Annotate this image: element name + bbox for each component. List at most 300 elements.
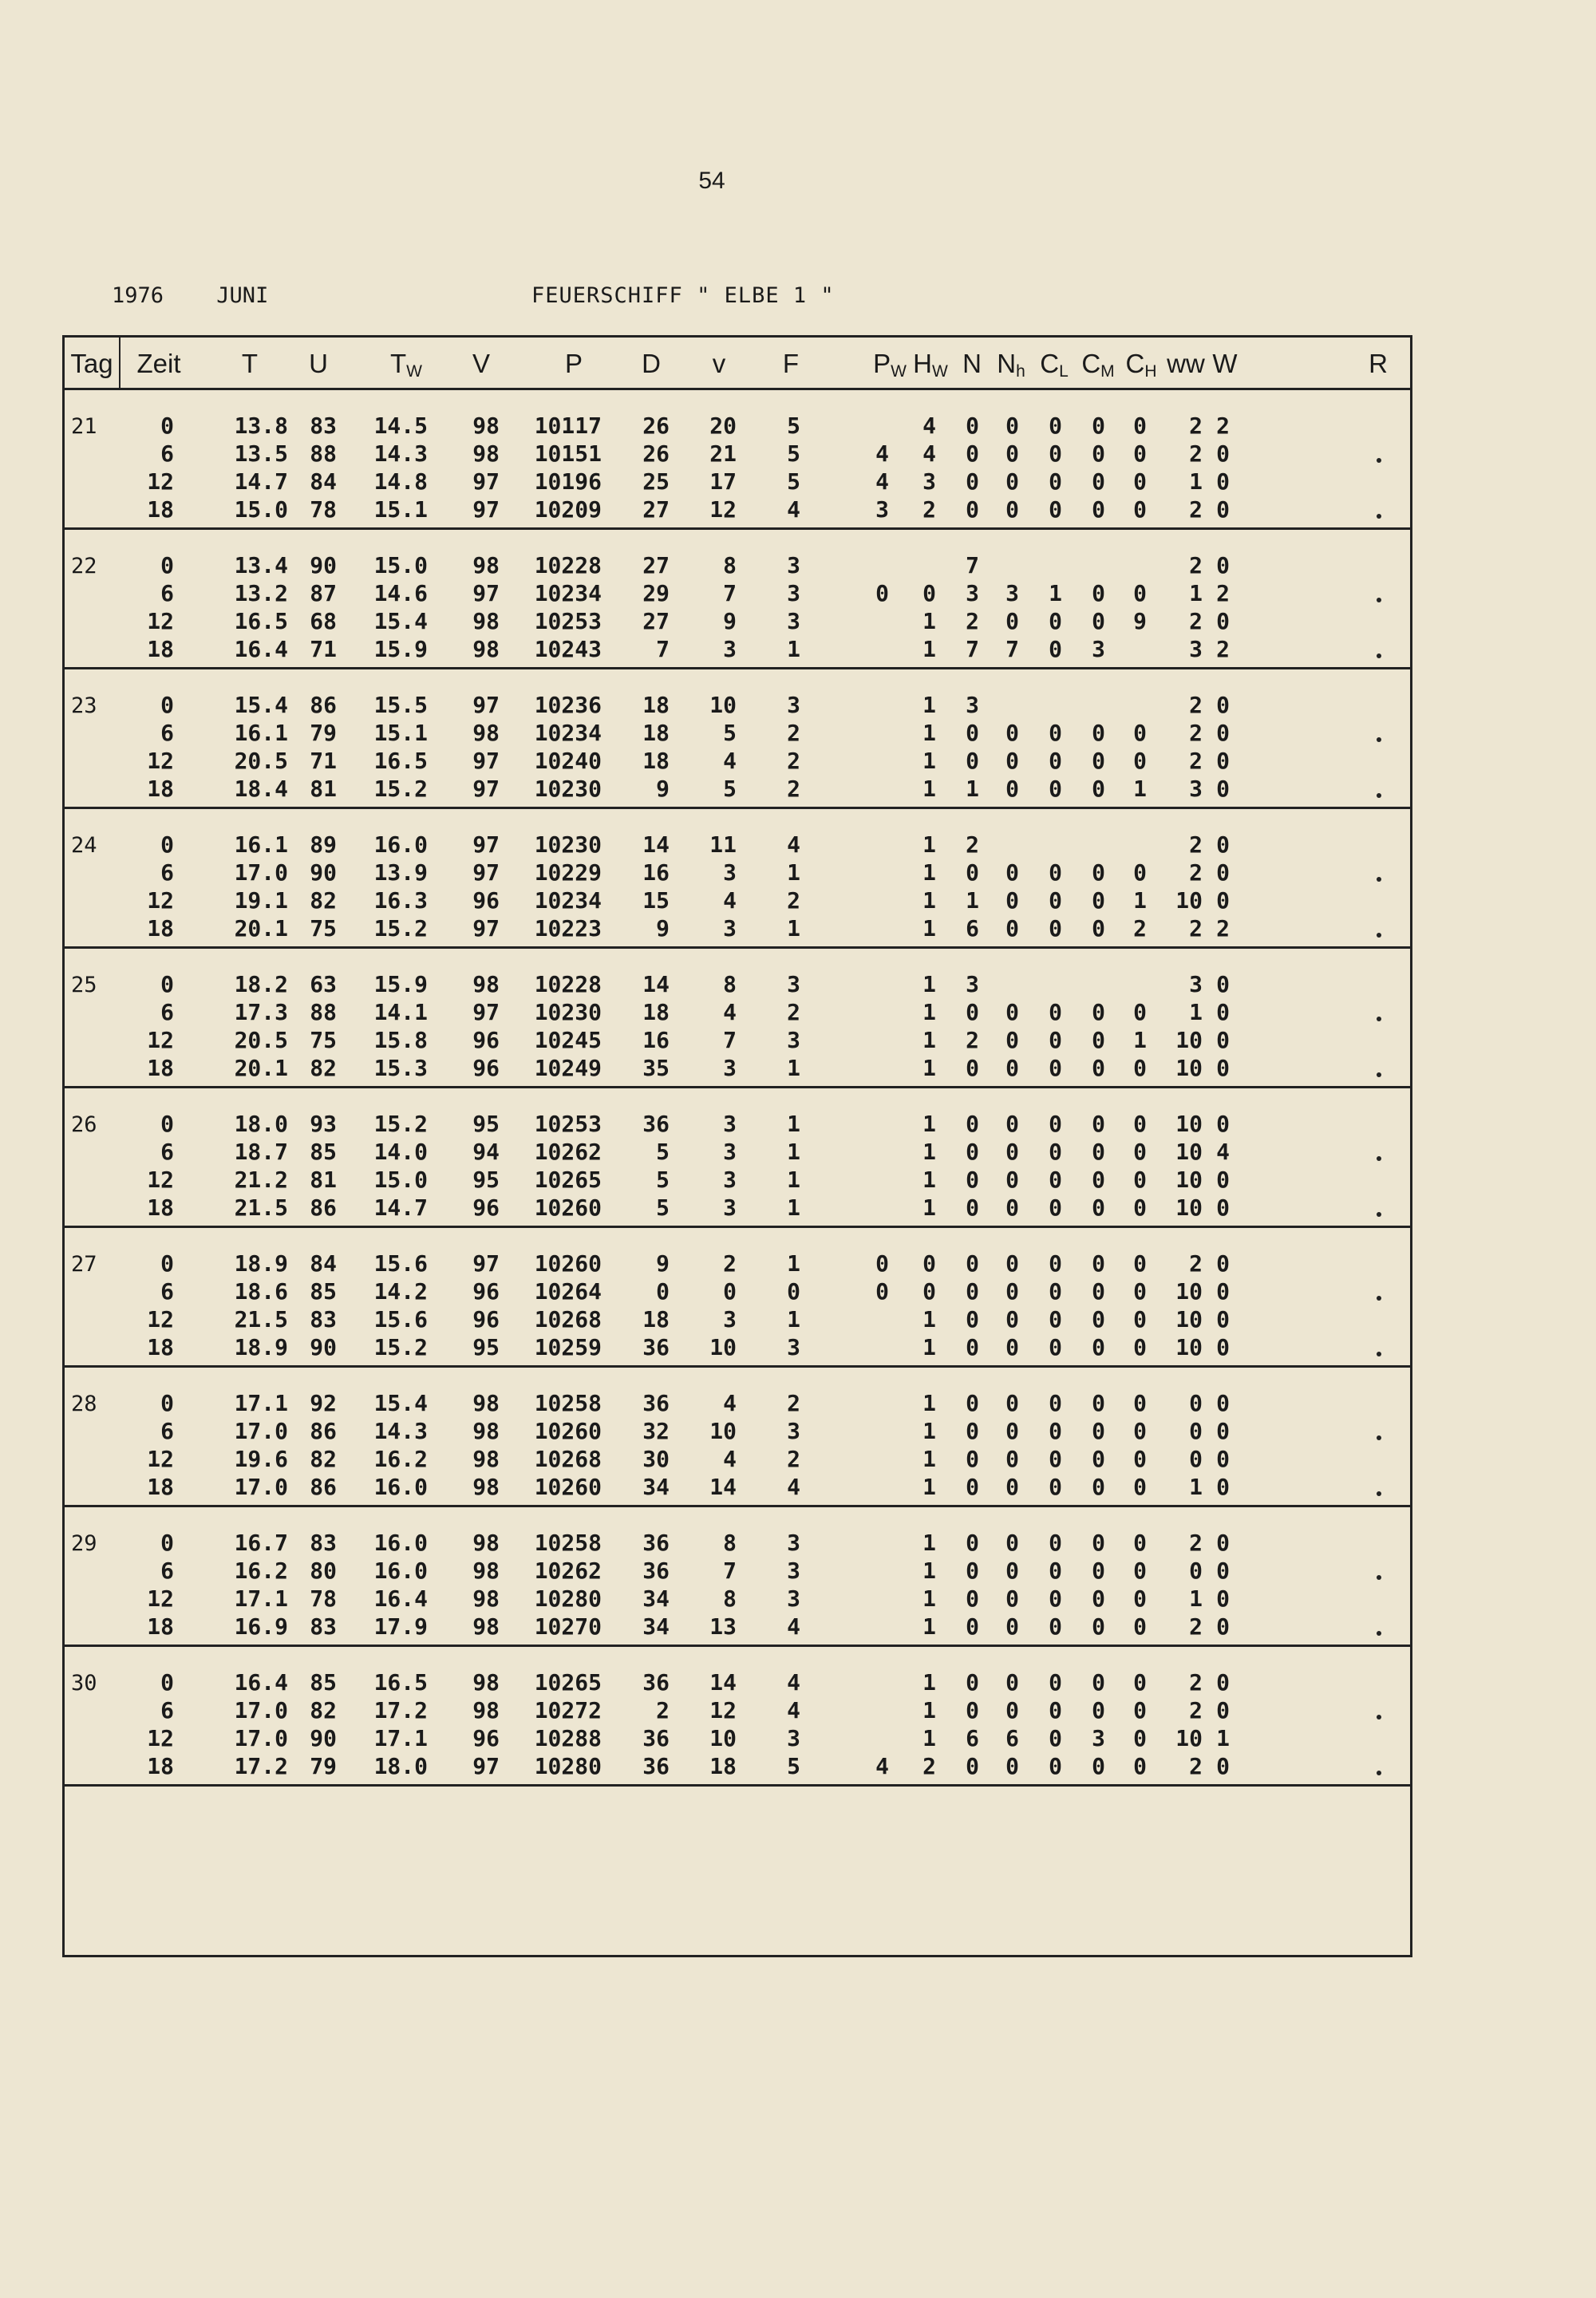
cell-hw: 4: [922, 440, 936, 467]
cell-ch: 0: [1133, 1055, 1147, 1081]
table-row: [65, 1027, 1410, 1055]
cell-f: 5: [787, 1753, 800, 1779]
cell-nh: 0: [1005, 1390, 1019, 1416]
cell-ww: 3: [1189, 636, 1203, 662]
table-row: [65, 1194, 1410, 1222]
cell-f: 2: [787, 887, 800, 914]
cell-n: 0: [966, 1334, 979, 1360]
cell-ch: 0: [1133, 1474, 1147, 1500]
day-label: 24: [71, 833, 97, 858]
cell-hw: 1: [922, 608, 936, 634]
cell-zeit: 6: [160, 1278, 174, 1305]
table-row: [65, 859, 1410, 887]
cell-zeit: 12: [147, 1027, 174, 1053]
table-row: [65, 1558, 1410, 1585]
cell-d: 36: [642, 1669, 670, 1696]
cell-ch: 0: [1133, 748, 1147, 774]
cell-p: 10260: [534, 1250, 602, 1277]
cell-t: 16.7: [234, 1530, 288, 1556]
precipitation-dot: [1377, 1715, 1381, 1720]
cell-v: 98: [472, 1474, 500, 1500]
cell-n: 0: [966, 413, 979, 439]
cell-w: 0: [1216, 776, 1230, 802]
cell-n: 3: [966, 971, 979, 997]
cell-u: 63: [310, 971, 337, 997]
cell-zeit: 18: [147, 1055, 174, 1081]
cell-cm: 0: [1092, 496, 1105, 523]
cell-ww: 1: [1189, 1585, 1203, 1612]
cell-n: 0: [966, 1585, 979, 1612]
cell-tw: 16.2: [373, 1446, 428, 1472]
cell-cm: 0: [1092, 1167, 1105, 1193]
cell-p: 10262: [534, 1139, 602, 1165]
cell-v: 98: [472, 552, 500, 578]
cell-cl: 0: [1049, 608, 1062, 634]
cell-nh: 0: [1005, 1194, 1019, 1221]
cell-v: 3: [723, 915, 737, 942]
cell-pw: 4: [875, 1753, 889, 1779]
cell-ch: 0: [1133, 1558, 1147, 1584]
cell-nh: 0: [1005, 496, 1019, 523]
cell-ww: 2: [1189, 440, 1203, 467]
cell-cm: 0: [1092, 1585, 1105, 1612]
cell-v: 97: [472, 999, 500, 1025]
cell-nh: 6: [1005, 1725, 1019, 1751]
cell-hw: 1: [922, 887, 936, 914]
cell-d: 9: [656, 915, 670, 942]
cell-tw: 15.2: [373, 776, 428, 802]
cell-n: 0: [966, 1474, 979, 1500]
cell-zeit: 12: [147, 1167, 174, 1193]
table-row: [65, 1530, 1410, 1558]
cell-ww: 1: [1189, 999, 1203, 1025]
cell-u: 85: [310, 1669, 337, 1696]
cell-f: 2: [787, 1390, 800, 1416]
cell-tw: 15.0: [373, 1167, 428, 1193]
cell-p: 10230: [534, 999, 602, 1025]
cell-ww: 10: [1175, 1027, 1203, 1053]
cell-hw: 1: [922, 1194, 936, 1221]
cell-w: 0: [1216, 1278, 1230, 1305]
cell-tw: 16.3: [373, 887, 428, 914]
cell-n: 0: [966, 1446, 979, 1472]
cell-zeit: 0: [160, 831, 174, 858]
cell-cm: 0: [1092, 1250, 1105, 1277]
cell-t: 18.4: [234, 776, 288, 802]
cell-ww: 1: [1189, 468, 1203, 495]
cell-tw: 14.5: [373, 413, 428, 439]
cell-cl: 0: [1049, 468, 1062, 495]
document-title: FEUERSCHIFF " ELBE 1 ": [531, 283, 835, 308]
column-header-v: v: [712, 349, 726, 378]
precipitation-dot: [1377, 1212, 1381, 1217]
cell-ch: 0: [1133, 413, 1147, 439]
cell-ww: 2: [1189, 1530, 1203, 1556]
cell-p: 10234: [534, 720, 602, 746]
cell-hw: 1: [922, 1697, 936, 1724]
cell-nh: 0: [1005, 1055, 1019, 1081]
cell-hw: 1: [922, 1530, 936, 1556]
cell-w: 0: [1216, 608, 1230, 634]
cell-n: 0: [966, 496, 979, 523]
cell-nh: 3: [1005, 580, 1019, 606]
cell-p: 10268: [534, 1306, 602, 1333]
cell-n: 6: [966, 915, 979, 942]
table-row: [65, 1418, 1410, 1446]
cell-cm: 0: [1092, 720, 1105, 746]
cell-d: 14: [642, 971, 670, 997]
cell-cl: 0: [1049, 1613, 1062, 1640]
column-header-tw: $T_W$: [390, 349, 422, 381]
cell-pw: 4: [875, 468, 889, 495]
cell-d: 29: [642, 580, 670, 606]
column-header-cm: $C_M$: [1081, 349, 1115, 381]
cell-u: 85: [310, 1278, 337, 1305]
cell-nh: 7: [1005, 636, 1019, 662]
cell-w: 2: [1216, 636, 1230, 662]
cell-d: 18: [642, 748, 670, 774]
cell-f: 4: [787, 831, 800, 858]
cell-d: 9: [656, 776, 670, 802]
cell-zeit: 6: [160, 999, 174, 1025]
cell-zeit: 12: [147, 1446, 174, 1472]
cell-nh: 0: [1005, 1278, 1019, 1305]
cell-n: 0: [966, 1390, 979, 1416]
precipitation-dot: [1377, 933, 1381, 938]
cell-ch: 2: [1133, 915, 1147, 942]
cell-n: 0: [966, 1418, 979, 1444]
cell-f: 3: [787, 1585, 800, 1612]
cell-ww: 0: [1189, 1446, 1203, 1472]
cell-t: 17.0: [234, 1418, 288, 1444]
cell-w: 0: [1216, 1418, 1230, 1444]
day-label: 22: [71, 554, 97, 578]
cell-nh: 0: [1005, 1558, 1019, 1584]
cell-u: 81: [310, 776, 337, 802]
table-row: [65, 636, 1410, 664]
cell-tw: 15.0: [373, 552, 428, 578]
cell-cm: 0: [1092, 1390, 1105, 1416]
cell-u: 86: [310, 1194, 337, 1221]
cell-hw: 0: [922, 1278, 936, 1305]
cell-d: 18: [642, 1306, 670, 1333]
cell-tw: 15.5: [373, 692, 428, 718]
day-block: [65, 1228, 1410, 1368]
cell-d: 27: [642, 496, 670, 523]
cell-d: 9: [656, 1250, 670, 1277]
cell-w: 0: [1216, 1530, 1230, 1556]
cell-f: 3: [787, 608, 800, 634]
cell-n: 2: [966, 1027, 979, 1053]
cell-cl: 0: [1049, 1027, 1062, 1053]
cell-t: 15.0: [234, 496, 288, 523]
cell-tw: 15.2: [373, 1334, 428, 1360]
cell-zeit: 12: [147, 608, 174, 634]
cell-v: 98: [472, 1558, 500, 1584]
cell-u: 88: [310, 999, 337, 1025]
cell-w: 0: [1216, 468, 1230, 495]
cell-zeit: 18: [147, 1474, 174, 1500]
cell-n: 0: [966, 1194, 979, 1221]
cell-v: 96: [472, 1194, 500, 1221]
cell-n: 1: [966, 776, 979, 802]
cell-v: 96: [472, 887, 500, 914]
table-row: [65, 1278, 1410, 1306]
cell-hw: 1: [922, 1334, 936, 1360]
precipitation-dot: [1377, 1156, 1381, 1161]
cell-ww: 10: [1175, 1306, 1203, 1333]
cell-hw: 0: [922, 1250, 936, 1277]
cell-v: 10: [709, 1418, 737, 1444]
cell-ch: 0: [1133, 999, 1147, 1025]
cell-tw: 17.9: [373, 1613, 428, 1640]
cell-hw: 1: [922, 1474, 936, 1500]
cell-p: 10253: [534, 1111, 602, 1137]
cell-w: 0: [1216, 1558, 1230, 1584]
cell-v: 4: [723, 1390, 737, 1416]
cell-d: 36: [642, 1530, 670, 1556]
cell-p: 10280: [534, 1753, 602, 1779]
cell-hw: 1: [922, 720, 936, 746]
cell-v: 97: [472, 776, 500, 802]
cell-n: 1: [966, 887, 979, 914]
cell-ch: 1: [1133, 887, 1147, 914]
cell-u: 78: [310, 496, 337, 523]
cell-tw: 13.9: [373, 859, 428, 886]
cell-ch: 0: [1133, 1725, 1147, 1751]
cell-tw: 14.7: [373, 1194, 428, 1221]
cell-v: 10: [709, 1725, 737, 1751]
cell-v: 4: [723, 748, 737, 774]
cell-v: 5: [723, 776, 737, 802]
cell-tw: 15.6: [373, 1250, 428, 1277]
cell-tw: 14.1: [373, 999, 428, 1025]
cell-ww: 2: [1189, 1613, 1203, 1640]
cell-tw: 15.2: [373, 1111, 428, 1137]
table-row: [65, 580, 1410, 608]
table-row: [65, 720, 1410, 748]
cell-t: 16.4: [234, 1669, 288, 1696]
cell-f: 4: [787, 1474, 800, 1500]
cell-v: 12: [709, 496, 737, 523]
cell-hw: 1: [922, 1055, 936, 1081]
precipitation-dot: [1377, 1072, 1381, 1077]
cell-u: 80: [310, 1558, 337, 1584]
cell-v: 9: [723, 608, 737, 634]
cell-w: 2: [1216, 413, 1230, 439]
cell-t: 16.1: [234, 720, 288, 746]
cell-ch: 0: [1133, 468, 1147, 495]
cell-hw: 1: [922, 1390, 936, 1416]
cell-cm: 0: [1092, 1306, 1105, 1333]
cell-t: 19.1: [234, 887, 288, 914]
cell-cl: 0: [1049, 1474, 1062, 1500]
cell-v: 7: [723, 1558, 737, 1584]
cell-d: 36: [642, 1111, 670, 1137]
cell-n: 0: [966, 1055, 979, 1081]
precipitation-dot: [1377, 1296, 1381, 1301]
column-header-nh: $N_h$: [997, 349, 1025, 381]
cell-ww: 2: [1189, 1250, 1203, 1277]
cell-cl: 0: [1049, 1250, 1062, 1277]
cell-v: 97: [472, 468, 500, 495]
cell-zeit: 12: [147, 1306, 174, 1333]
cell-zeit: 0: [160, 1111, 174, 1137]
cell-v: 98: [472, 608, 500, 634]
cell-ch: 0: [1133, 1669, 1147, 1696]
cell-v: 3: [723, 1194, 737, 1221]
cell-t: 17.0: [234, 859, 288, 886]
cell-ch: 0: [1133, 1250, 1147, 1277]
precipitation-dot: [1377, 653, 1381, 658]
cell-tw: 15.2: [373, 915, 428, 942]
day-label: 27: [71, 1252, 97, 1277]
column-header-tag: Tag: [70, 349, 113, 378]
cell-ww: 2: [1189, 831, 1203, 858]
table-row: [65, 1697, 1410, 1725]
day-block: [65, 1368, 1410, 1507]
cell-d: 14: [642, 831, 670, 858]
cell-d: 26: [642, 413, 670, 439]
cell-w: 0: [1216, 440, 1230, 467]
cell-w: 0: [1216, 1194, 1230, 1221]
cell-n: 0: [966, 1530, 979, 1556]
cell-f: 4: [787, 496, 800, 523]
cell-v: 14: [709, 1474, 737, 1500]
day-block: [65, 1088, 1410, 1228]
cell-v: 95: [472, 1111, 500, 1137]
cell-p: 10262: [534, 1558, 602, 1584]
page-number: 54: [698, 168, 725, 194]
cell-ch: 0: [1133, 580, 1147, 606]
cell-t: 18.9: [234, 1250, 288, 1277]
cell-cl: 0: [1049, 1585, 1062, 1612]
cell-p: 10196: [534, 468, 602, 495]
cell-hw: 1: [922, 859, 936, 886]
cell-hw: 1: [922, 831, 936, 858]
cell-w: 0: [1216, 1055, 1230, 1081]
precipitation-dot: [1377, 1017, 1381, 1021]
cell-w: 0: [1216, 692, 1230, 718]
cell-cl: 0: [1049, 1697, 1062, 1724]
cell-v: 8: [723, 1530, 737, 1556]
cell-ww: 3: [1189, 776, 1203, 802]
cell-v: 0: [723, 1278, 737, 1305]
cell-ch: 0: [1133, 1194, 1147, 1221]
cell-hw: 1: [922, 999, 936, 1025]
cell-cl: 0: [1049, 915, 1062, 942]
cell-t: 17.1: [234, 1390, 288, 1416]
cell-u: 93: [310, 1111, 337, 1137]
weather-table: [62, 335, 1412, 1957]
cell-ch: 0: [1133, 1585, 1147, 1612]
cell-p: 10260: [534, 1474, 602, 1500]
cell-f: 4: [787, 1697, 800, 1724]
cell-v: 97: [472, 859, 500, 886]
cell-t: 20.1: [234, 1055, 288, 1081]
cell-ww: 2: [1189, 1753, 1203, 1779]
cell-u: 79: [310, 1753, 337, 1779]
cell-cl: 0: [1049, 720, 1062, 746]
cell-t: 18.2: [234, 971, 288, 997]
cell-p: 10288: [534, 1725, 602, 1751]
cell-tw: 14.3: [373, 1418, 428, 1444]
table-row: [65, 1250, 1410, 1278]
cell-v: 8: [723, 552, 737, 578]
table-row: [65, 1446, 1410, 1474]
cell-nh: 0: [1005, 1250, 1019, 1277]
cell-f: 3: [787, 1334, 800, 1360]
table-row: [65, 971, 1410, 999]
cell-v: 97: [472, 580, 500, 606]
cell-p: 10260: [534, 1418, 602, 1444]
cell-n: 0: [966, 1139, 979, 1165]
cell-ch: 0: [1133, 1418, 1147, 1444]
cell-cm: 0: [1092, 440, 1105, 467]
cell-t: 16.2: [234, 1558, 288, 1584]
cell-ch: 1: [1133, 776, 1147, 802]
cell-v: 13: [709, 1613, 737, 1640]
cell-hw: 2: [922, 1753, 936, 1779]
cell-f: 3: [787, 1418, 800, 1444]
cell-p: 10228: [534, 552, 602, 578]
cell-v: 4: [723, 999, 737, 1025]
cell-f: 1: [787, 1111, 800, 1137]
cell-u: 75: [310, 915, 337, 942]
cell-n: 0: [966, 1278, 979, 1305]
cell-zeit: 0: [160, 552, 174, 578]
cell-v: 94: [472, 1139, 500, 1165]
cell-cl: 0: [1049, 1753, 1062, 1779]
cell-v: 98: [472, 1613, 500, 1640]
cell-hw: 1: [922, 1139, 936, 1165]
cell-nh: 0: [1005, 1306, 1019, 1333]
cell-tw: 15.6: [373, 1306, 428, 1333]
cell-t: 13.5: [234, 440, 288, 467]
cell-ww: 3: [1189, 971, 1203, 997]
cell-hw: 1: [922, 1418, 936, 1444]
cell-d: 25: [642, 468, 670, 495]
cell-tw: 14.8: [373, 468, 428, 495]
cell-d: 5: [656, 1194, 670, 1221]
cell-v: 4: [723, 1446, 737, 1472]
cell-cm: 0: [1092, 887, 1105, 914]
cell-zeit: 12: [147, 1725, 174, 1751]
column-header-pw: $P_W$: [873, 349, 907, 381]
column-header-ch: $C_H$: [1125, 349, 1157, 381]
cell-n: 0: [966, 1167, 979, 1193]
cell-pw: 0: [875, 1278, 889, 1305]
cell-u: 78: [310, 1585, 337, 1612]
cell-v: 3: [723, 1139, 737, 1165]
cell-d: 26: [642, 440, 670, 467]
cell-p: 10272: [534, 1697, 602, 1724]
column-header-row: [65, 338, 1410, 390]
cell-cl: 0: [1049, 1725, 1062, 1751]
cell-d: 36: [642, 1725, 670, 1751]
cell-cl: 1: [1049, 580, 1062, 606]
cell-v: 96: [472, 1306, 500, 1333]
cell-f: 3: [787, 580, 800, 606]
table-row: [65, 887, 1410, 915]
cell-nh: 0: [1005, 1111, 1019, 1137]
cell-w: 0: [1216, 1613, 1230, 1640]
cell-u: 82: [310, 1446, 337, 1472]
cell-tw: 15.4: [373, 608, 428, 634]
cell-zeit: 0: [160, 1669, 174, 1696]
cell-v: 7: [723, 580, 737, 606]
cell-nh: 0: [1005, 608, 1019, 634]
